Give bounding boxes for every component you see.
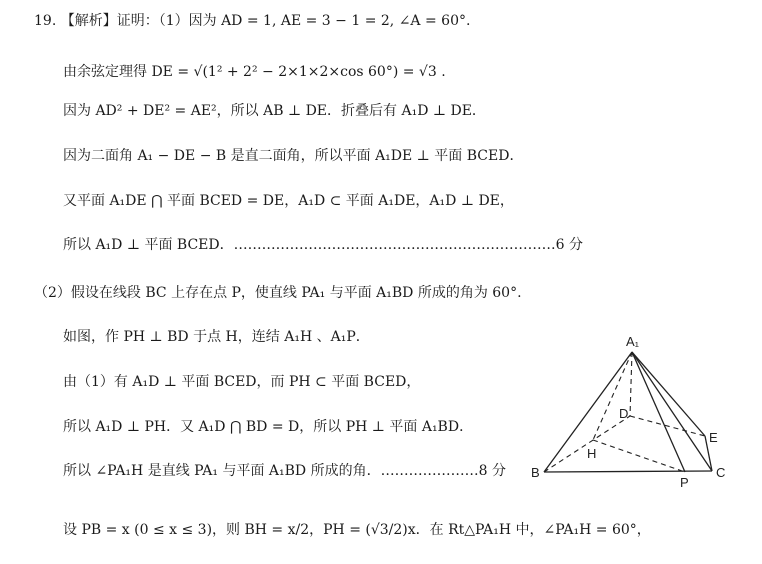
solution-line-6: 所以 A₁D ⊥ 平面 BCED．……………………………………………………………6 分 — [63, 237, 583, 253]
solution-line-7: （2）假设在线段 BC 上存在点 P，使直线 PA₁ 与平面 A₁BD 所成的角为 60°. — [34, 285, 522, 301]
pyramid-figure — [527, 330, 755, 490]
edge-A1-D — [630, 352, 632, 416]
solution-line-8: 如图，作 PH ⊥ BD 于点 H，连结 A₁H 、A₁P． — [63, 329, 370, 345]
solution-line-4: 因为二面角 A₁ − DE − B 是直二面角，所以平面 A₁DE ⊥ 平面 BCED． — [63, 148, 524, 164]
label-C: C — [716, 465, 726, 480]
solution-line-9: 由（1）有 A₁D ⊥ 平面 BCED，而 PH ⊂ 平面 BCED， — [63, 374, 421, 390]
edge-B-C — [544, 471, 712, 472]
edge-A1-P — [632, 352, 685, 472]
edge-A1-E — [632, 352, 705, 436]
label-A1: A₁ — [626, 334, 640, 349]
label-H: H — [587, 446, 597, 461]
label-B: B — [531, 465, 540, 480]
solution-line-11: 所以 ∠PA₁H 是直线 PA₁ 与平面 A₁BD 所成的角．…………………8 分 — [63, 463, 506, 479]
solution-line-2: 由余弦定理得 DE = √(1² + 2² − 2×1×2×cos 60°) = √3 . — [63, 64, 446, 80]
label-E: E — [709, 430, 718, 445]
solution-line-10: 所以 A₁D ⊥ PH．又 A₁D ⋂ BD = D，所以 PH ⊥ 平面 A₁BD． — [63, 419, 474, 435]
solution-line-3: 因为 AD² + DE² = AE²，所以 AB ⊥ DE．折叠后有 A₁D ⊥ DE． — [63, 103, 486, 119]
solution-line-1: 19. 【解析】证明：（1）因为 AD = 1, AE = 3 − 1 = 2, ∠A = 60°. — [34, 13, 471, 29]
edge-B-D — [544, 416, 630, 472]
edge-A1-C — [632, 352, 712, 471]
edge-H-P — [593, 440, 685, 472]
solution-line-12: 设 PB = x (0 ≤ x ≤ 3)，则 BH = x/2，PH = (√3/2)x．在 Rt△PA₁H 中，∠PA₁H = 60°， — [63, 522, 651, 538]
solution-line-5: 又平面 A₁DE ⋂ 平面 BCED = DE，A₁D ⊂ 平面 A₁DE，A₁D ⊥ DE， — [63, 193, 514, 209]
label-P: P — [680, 475, 689, 490]
label-D: D — [619, 406, 629, 421]
